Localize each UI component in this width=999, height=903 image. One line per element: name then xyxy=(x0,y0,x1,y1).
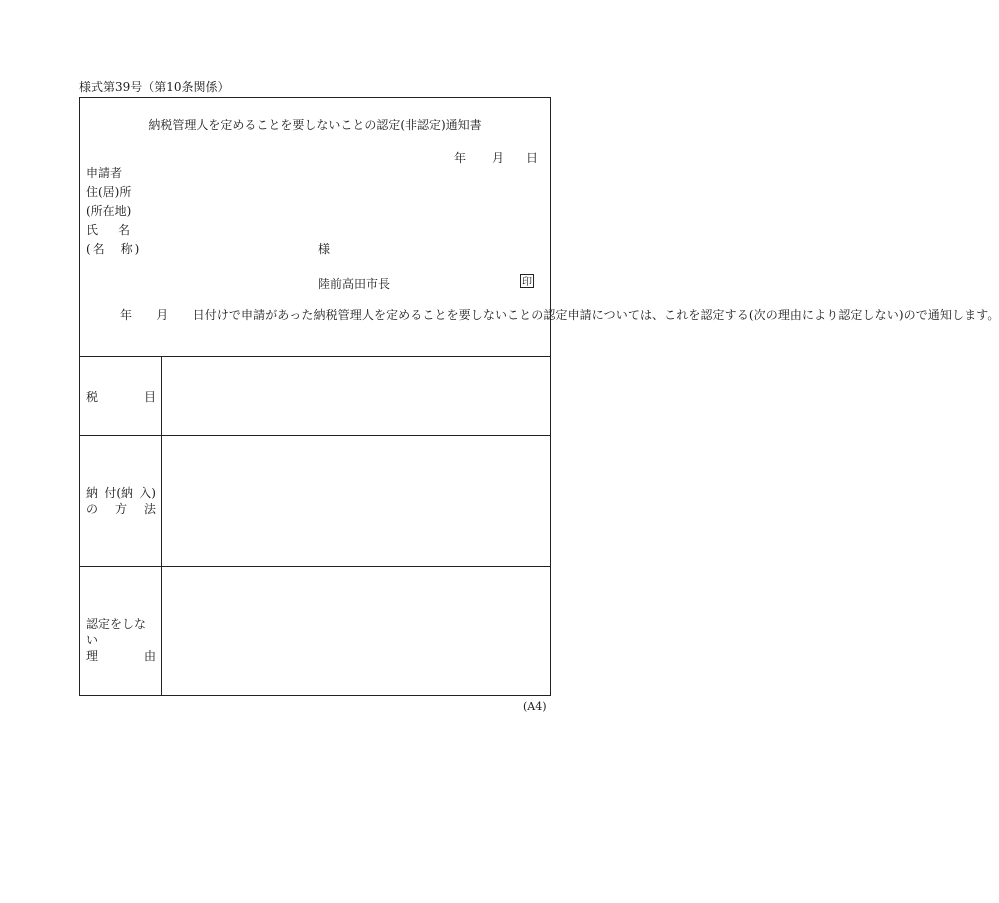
rejection-reason-label xyxy=(86,616,156,664)
row-label-line xyxy=(86,616,156,648)
row-label-line xyxy=(86,648,156,664)
divider-line xyxy=(80,435,550,436)
divider-line xyxy=(80,356,550,357)
seal-mark: 印 xyxy=(520,274,534,288)
corporate-name-label xyxy=(86,241,141,257)
row-label-word: 税 xyxy=(86,390,99,404)
divider-line xyxy=(80,566,550,567)
row-label-word: 由 xyxy=(143,649,156,663)
corporate-name-text: (名 称) xyxy=(86,242,142,256)
date-day-label: 日 xyxy=(526,151,539,165)
address-label: 住(居)所 xyxy=(86,185,132,199)
payment-method-label xyxy=(86,485,156,517)
row-label-word: 付(納 xyxy=(104,486,133,500)
paper-size-label: (A4) xyxy=(523,700,547,713)
form-number: 様式第39号（第10条関係） xyxy=(79,80,230,94)
row-label-word: 入) xyxy=(139,486,156,500)
honorific: 様 xyxy=(318,242,331,256)
row-label-word: 法 xyxy=(143,502,156,516)
row-label-word: 目 xyxy=(143,390,156,404)
location-label: (所在地) xyxy=(86,204,132,218)
notice-body-text: 年 月 日付けで申請があった納税管理人を定めることを要しないことの認定申請については、これを認定する(次の理由により認定しない)ので通知します。 xyxy=(120,308,999,322)
date-month-label: 月 xyxy=(492,151,505,165)
form-title: 納税管理人を定めることを要しないことの認定(非認定)通知書 xyxy=(148,118,482,132)
name-label: 氏名 xyxy=(86,223,151,237)
row-label-line xyxy=(86,389,156,405)
row-label-word: の xyxy=(86,502,99,516)
tax-item-label xyxy=(86,389,156,405)
date-year-label: 年 xyxy=(454,151,467,165)
row-label-line xyxy=(86,501,156,517)
notice-form xyxy=(79,97,999,696)
applicant-label: 申請者 xyxy=(86,166,123,180)
issuer-name: 陸前高田市長 xyxy=(318,277,391,291)
row-label-line xyxy=(86,485,156,501)
column-divider xyxy=(161,356,162,695)
row-label-word: 理 xyxy=(86,649,99,663)
row-label-word: 方 xyxy=(114,502,127,516)
row-label-word: 認定をしない xyxy=(86,617,147,647)
row-label-word: 納 xyxy=(86,486,99,500)
